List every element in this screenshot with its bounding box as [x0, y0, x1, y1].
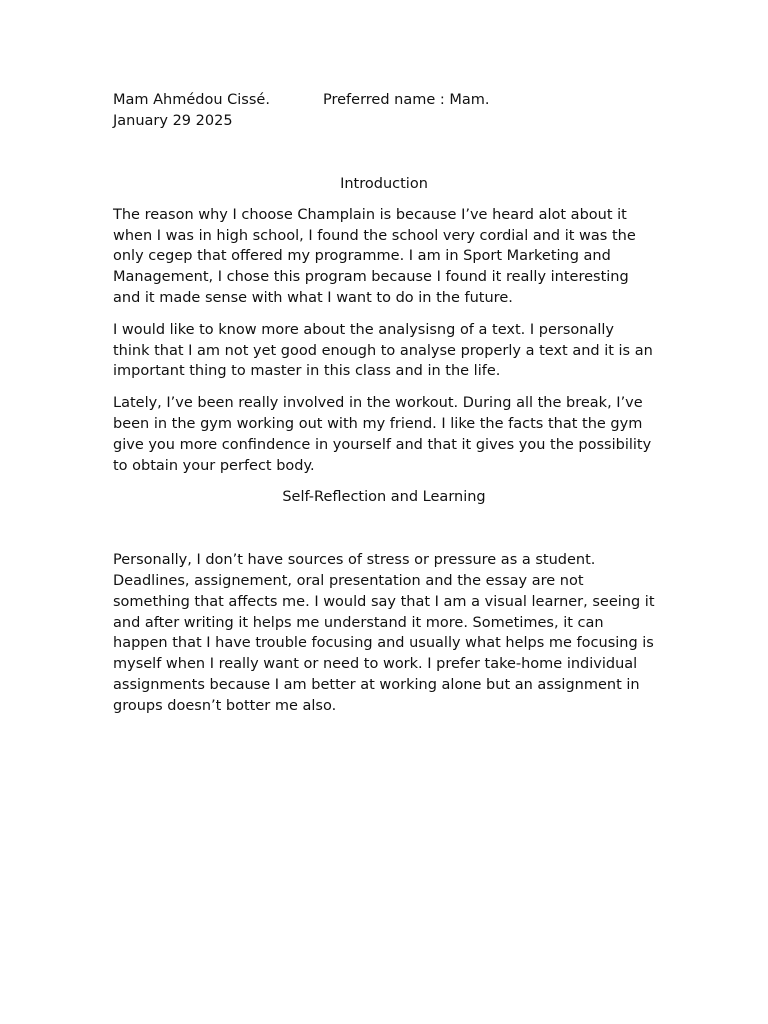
document-body: [113, 174, 655, 728]
document-header: [113, 90, 673, 132]
section-heading-introduction: Introduction: [340, 176, 428, 192]
section-heading-self-reflection: Self-Reflection and Learning: [282, 489, 486, 506]
paragraph-self-reflection: Personally, I don’t have sources of stress or pressure as a student. Deadlines, assignement, oral presentation and the essay are not something that affects me. I would say that I am a visual learner, seeing it and after writing it helps me understand it more. Sometimes, it can happen that I have trouble focusing and usually what helps me focusing is myself when I really want or need to work. I prefer take-home individual assignments because I am better at working alone but an assignment in groups doesn’t botter me also.: [113, 552, 655, 714]
paragraph-choice-of-college: The reason why I choose Champlain is because I’ve heard alot about it when I was in high school, I found the school very cordial and it was the only cegep that offered my programme. I am in Sport Marketing and Management, I chose this program because I found it really interesting and it made sense with what I want to do in the future.: [113, 206, 636, 306]
paragraph-interests: Lately, I’ve been really involved in the workout. During all the break, I’ve been in the gym working out with my friend. I like the facts that the gym give you more confindence in yourself and that it gives you the possibility to obtain your perfect body.: [113, 395, 652, 474]
preferred-name: Preferred name : Mam.: [323, 92, 490, 108]
section-spacer: [113, 508, 655, 550]
document-date: January 29 2025: [113, 113, 233, 129]
paragraph-learning-goal: I would like to know more about the analysisng of a text. I personally think that I am not yet good enough to analyse properly a text and it is an important thing to master in this class and in the life.: [113, 321, 653, 380]
author-name: Mam Ahmédou Cissé.: [113, 92, 270, 108]
header-name-line: [113, 90, 673, 111]
